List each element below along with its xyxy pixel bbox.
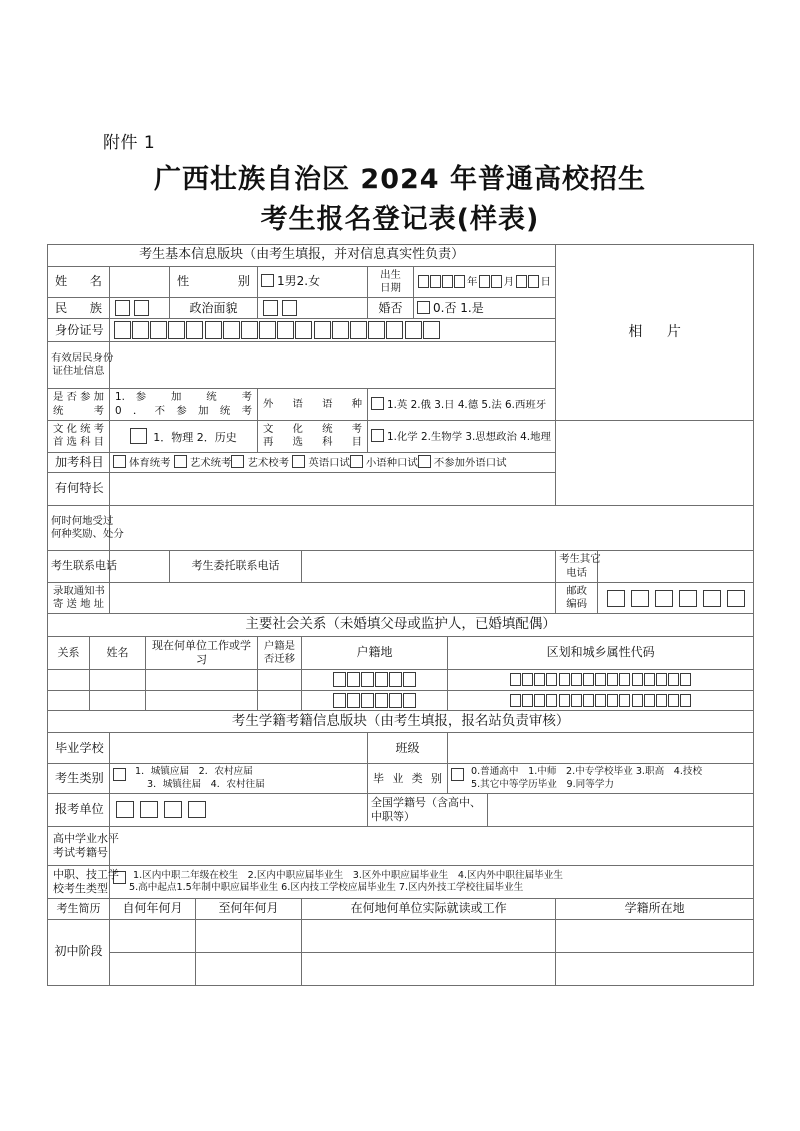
household-box[interactable] bbox=[361, 693, 374, 708]
region-code-box[interactable] bbox=[607, 673, 618, 686]
region-code-field[interactable] bbox=[448, 690, 754, 711]
birth-date-field[interactable] bbox=[414, 266, 556, 298]
household-box[interactable] bbox=[333, 672, 346, 687]
relations-col-work: 现在何单位工作或学习 bbox=[146, 636, 258, 669]
id-box[interactable] bbox=[314, 321, 331, 339]
postcode-box[interactable] bbox=[607, 590, 625, 607]
household-box[interactable] bbox=[389, 693, 402, 708]
foreign-lang-label: 外语语种 bbox=[263, 398, 362, 411]
region-code-field[interactable] bbox=[448, 669, 754, 690]
extra-exam-field[interactable] bbox=[110, 452, 556, 473]
phone-row bbox=[48, 551, 754, 583]
apply-unit-box[interactable] bbox=[140, 801, 158, 818]
relations-col-move: 户籍是 否迁移 bbox=[258, 636, 302, 669]
region-code-box[interactable] bbox=[644, 694, 655, 707]
resume-col-location: 学籍所在地 bbox=[556, 899, 754, 919]
region-code-box[interactable] bbox=[571, 694, 582, 707]
region-code-box[interactable] bbox=[571, 673, 582, 686]
birth-day-box[interactable] bbox=[516, 275, 527, 288]
political-box[interactable] bbox=[282, 300, 297, 316]
gender-checkbox[interactable] bbox=[261, 274, 274, 287]
second-subject-options: 1.化学 2.生物学 3.思想政治 4.地理 bbox=[387, 430, 551, 443]
candidate-type-label: 考生类别 bbox=[55, 770, 104, 785]
candidate-type-line1: 1．城镇应届 2．农村应届 bbox=[135, 766, 253, 778]
apply-unit-box[interactable] bbox=[188, 801, 206, 818]
household-box[interactable] bbox=[403, 693, 416, 708]
extra-exam-option: 体育统考 bbox=[129, 456, 171, 469]
region-code-box[interactable] bbox=[668, 694, 679, 707]
other-phone-input[interactable] bbox=[598, 551, 754, 583]
vocational-type-row bbox=[48, 866, 754, 899]
region-code-box[interactable] bbox=[595, 673, 606, 686]
mail-address-row bbox=[48, 582, 754, 614]
class-label: 班级 bbox=[368, 733, 448, 764]
relations-col-relation: 关系 bbox=[48, 636, 90, 669]
gender-field[interactable] bbox=[258, 266, 368, 298]
region-code-box[interactable] bbox=[522, 694, 533, 707]
photo-placeholder: 相 片 bbox=[556, 245, 754, 421]
school-section-header: 考生学籍考籍信息版块（由考生填报，报名站负责审核） bbox=[48, 711, 754, 733]
region-code-box[interactable] bbox=[668, 673, 679, 686]
political-label: 政治面貌 bbox=[170, 298, 258, 319]
first-subject-options: 1．物理 2．历史 bbox=[153, 430, 237, 444]
relations-section-header: 主要社会关系（未婚填父母或监护人，已婚填配偶） bbox=[48, 614, 754, 636]
id-box[interactable] bbox=[295, 321, 312, 339]
marital-checkbox[interactable] bbox=[417, 301, 430, 314]
relations-data-row bbox=[48, 669, 754, 690]
specialty-label: 有何特长 bbox=[55, 481, 104, 496]
title-line-2: 考生报名登记表(样表) bbox=[260, 204, 540, 235]
resume-from-input[interactable] bbox=[110, 952, 196, 985]
registration-table bbox=[47, 244, 754, 986]
ethnicity-field[interactable] bbox=[110, 298, 170, 319]
birth-year-box[interactable] bbox=[418, 275, 429, 288]
relation-work-input[interactable] bbox=[146, 690, 258, 711]
region-code-box[interactable] bbox=[559, 673, 570, 686]
vocational-type-label: 中职、技工学 校考生类型 bbox=[48, 866, 110, 899]
gender-label: 性别 bbox=[177, 274, 250, 289]
phone-label: 考生联系电话 bbox=[48, 551, 110, 583]
national-id-label: 全国学籍号（含高中、中职等） bbox=[368, 793, 488, 826]
relations-column-header-row bbox=[48, 636, 754, 669]
relations-header-row bbox=[48, 614, 754, 636]
resume-location-input[interactable] bbox=[556, 952, 754, 985]
grad-type-line1: 0.普通高中 1.中师 2.中专学校毕业 3.职高 4.技校 bbox=[471, 766, 703, 778]
extra-exam-option: 艺术校考 bbox=[247, 456, 289, 469]
basic-section-header: 考生基本信息版块（由考生填报，并对信息真实性负责） bbox=[48, 245, 556, 267]
page-title bbox=[0, 160, 800, 240]
grad-type-checkbox[interactable] bbox=[451, 768, 464, 781]
region-code-box[interactable] bbox=[583, 694, 594, 707]
title-line-1: 广西壮族自治区 2024 年普通高校招生 bbox=[154, 164, 646, 195]
vocational-type-line1: 1.区内中职二年级在校生 2.区内中职应届毕业生 3.区外中职应届毕业生 4.区内外中职往届毕业生 bbox=[133, 869, 563, 881]
foreign-lang-field[interactable] bbox=[368, 389, 556, 421]
region-code-box[interactable] bbox=[546, 694, 557, 707]
grad-type-field[interactable] bbox=[448, 764, 754, 794]
second-subject-label-line1: 文化统考 bbox=[263, 422, 362, 435]
extra-exam-checkbox[interactable] bbox=[174, 455, 187, 468]
postcode-box[interactable] bbox=[727, 590, 745, 607]
ethnicity-box[interactable] bbox=[115, 300, 130, 316]
apply-unit-field[interactable] bbox=[110, 793, 368, 826]
region-code-box[interactable] bbox=[656, 694, 667, 707]
relation-move-input[interactable] bbox=[258, 690, 302, 711]
gender-options: 1男2.女 bbox=[277, 274, 321, 289]
resume-location-input[interactable] bbox=[556, 919, 754, 952]
id-box[interactable] bbox=[332, 321, 349, 339]
id-box[interactable] bbox=[132, 321, 149, 339]
mail-address-label: 录取通知书 寄送地址 bbox=[48, 582, 110, 614]
household-box[interactable] bbox=[347, 672, 360, 687]
relation-move-input[interactable] bbox=[258, 669, 302, 690]
birth-label: 出生 日期 bbox=[368, 266, 414, 298]
relations-col-name: 姓名 bbox=[90, 636, 146, 669]
second-subject-checkbox[interactable] bbox=[371, 429, 384, 442]
id-box[interactable] bbox=[386, 321, 403, 339]
region-code-box[interactable] bbox=[522, 673, 533, 686]
apply-unit-label: 报考单位 bbox=[55, 802, 104, 817]
birth-year-box[interactable] bbox=[430, 275, 441, 288]
postcode-box[interactable] bbox=[679, 590, 697, 607]
foreign-lang-options: 1.英 2.俄 3.日 4.德 5.法 6.西班牙 bbox=[387, 399, 547, 412]
region-code-box[interactable] bbox=[534, 673, 545, 686]
resume-label: 考生简历 bbox=[48, 899, 110, 919]
extra-exam-option: 小语种口试 bbox=[365, 456, 418, 469]
region-code-box[interactable] bbox=[619, 673, 630, 686]
academic-exam-label: 高中学业水平 考试考籍号 bbox=[48, 827, 110, 866]
region-code-box[interactable] bbox=[583, 673, 594, 686]
region-code-box[interactable] bbox=[644, 673, 655, 686]
apply-unit-box[interactable] bbox=[164, 801, 182, 818]
marital-options: 0.否 1.是 bbox=[433, 300, 484, 315]
candidate-type-checkbox[interactable] bbox=[113, 768, 126, 781]
region-code-box[interactable] bbox=[607, 694, 618, 707]
apply-unit-box[interactable] bbox=[116, 801, 134, 818]
name-input[interactable] bbox=[110, 266, 170, 298]
resume-col-place: 在何地何单位实际就读或工作 bbox=[302, 899, 556, 919]
marital-label: 婚否 bbox=[368, 298, 414, 319]
id-box[interactable] bbox=[223, 321, 240, 339]
national-id-input[interactable] bbox=[488, 793, 754, 826]
resume-header-row bbox=[48, 899, 754, 919]
id-box[interactable] bbox=[114, 321, 131, 339]
first-subject-row: 文化统考 首选科目 1．物理 2．历史 文化统考 再选科目 1.化学 2.生物学 3.思想政治 4.地理 bbox=[48, 420, 754, 452]
id-number-field[interactable] bbox=[110, 319, 556, 342]
phone-input[interactable] bbox=[110, 551, 170, 583]
resume-place-input[interactable] bbox=[302, 919, 556, 952]
award-row bbox=[48, 506, 754, 551]
region-code-box[interactable] bbox=[510, 694, 521, 707]
join-exam-options[interactable]: 1.参 加 统 考 0．不参加统考 bbox=[110, 389, 258, 421]
resume-data-row bbox=[48, 919, 754, 952]
foreign-lang-checkbox[interactable] bbox=[371, 397, 384, 410]
region-code-box[interactable] bbox=[680, 673, 691, 686]
postcode-box[interactable] bbox=[631, 590, 649, 607]
grad-school-input[interactable] bbox=[110, 733, 368, 764]
region-code-box[interactable] bbox=[595, 694, 606, 707]
region-code-box[interactable] bbox=[656, 673, 667, 686]
extra-exam-checkbox[interactable] bbox=[350, 455, 363, 468]
entrust-phone-label: 考生委托联系电话 bbox=[170, 551, 302, 583]
id-box[interactable] bbox=[368, 321, 385, 339]
other-phone-label: 考生其它 电话 bbox=[556, 551, 598, 583]
extra-exam-option: 英语口试 bbox=[308, 456, 350, 469]
entrust-phone-input[interactable] bbox=[302, 551, 556, 583]
marital-field[interactable] bbox=[414, 298, 556, 319]
relations-col-household: 户籍地 bbox=[302, 636, 448, 669]
id-box[interactable] bbox=[259, 321, 276, 339]
birth-month-unit: 月 bbox=[503, 276, 515, 289]
grad-school-row bbox=[48, 733, 754, 764]
vocational-type-line2: 5.高中起点1.5年制中职应届毕业生 6.区内技工学校应届毕业生 7.区内外技工学校往届毕业生 bbox=[129, 882, 524, 894]
relations-data-row bbox=[48, 690, 754, 711]
id-box[interactable] bbox=[241, 321, 258, 339]
resume-place-input[interactable] bbox=[302, 952, 556, 985]
resume-to-input[interactable] bbox=[196, 919, 302, 952]
school-header-row bbox=[48, 711, 754, 733]
birth-year-unit: 年 bbox=[466, 276, 478, 289]
address-label: 有效居民身份 证住址信息 bbox=[48, 342, 110, 389]
region-code-box[interactable] bbox=[632, 673, 643, 686]
id-box[interactable] bbox=[150, 321, 167, 339]
birth-year-box[interactable] bbox=[454, 275, 465, 288]
household-box[interactable] bbox=[347, 693, 360, 708]
region-code-box[interactable] bbox=[510, 673, 521, 686]
name-label: 姓名 bbox=[55, 274, 102, 289]
household-field[interactable] bbox=[302, 690, 448, 711]
extra-exam-checkbox[interactable] bbox=[418, 455, 431, 468]
join-exam-label-line1: 是否参加 bbox=[53, 391, 104, 404]
resume-col-to: 至何年何月 bbox=[196, 899, 302, 919]
region-code-box[interactable] bbox=[534, 694, 545, 707]
resume-col-from: 自何年何月 bbox=[110, 899, 196, 919]
class-input[interactable] bbox=[448, 733, 754, 764]
first-subject-checkbox[interactable] bbox=[130, 428, 147, 444]
ethnicity-label: 民族 bbox=[55, 300, 102, 315]
id-box[interactable] bbox=[277, 321, 294, 339]
grad-school-label: 毕业学校 bbox=[55, 740, 104, 755]
relations-col-code: 区划和城乡属性代码 bbox=[448, 636, 754, 669]
household-box[interactable] bbox=[389, 672, 402, 687]
id-box[interactable] bbox=[423, 321, 440, 339]
extra-exam-option: 艺术统考 bbox=[189, 456, 232, 469]
id-label: 身份证号 bbox=[55, 322, 104, 337]
candidate-type-field[interactable] bbox=[110, 764, 368, 794]
candidate-type-row bbox=[48, 764, 754, 794]
first-subject-field[interactable] bbox=[110, 420, 258, 452]
birth-month-box[interactable] bbox=[479, 275, 490, 288]
id-box[interactable] bbox=[205, 321, 222, 339]
extra-exam-label: 加考科目 bbox=[55, 454, 104, 469]
relation-name-input[interactable] bbox=[90, 690, 146, 711]
birth-day-unit: 日 bbox=[540, 276, 551, 289]
household-box[interactable] bbox=[361, 672, 374, 687]
specialty-input[interactable] bbox=[110, 473, 556, 506]
relation-name-input[interactable] bbox=[90, 669, 146, 690]
resume-to-input[interactable] bbox=[196, 952, 302, 985]
id-box[interactable] bbox=[186, 321, 203, 339]
ethnicity-box[interactable] bbox=[134, 300, 149, 316]
academic-exam-input[interactable] bbox=[110, 827, 754, 866]
postcode-field[interactable] bbox=[598, 582, 754, 614]
first-subject-label-line1: 文化统考 bbox=[53, 422, 104, 435]
second-subject-field[interactable] bbox=[368, 420, 556, 452]
region-code-box[interactable] bbox=[559, 694, 570, 707]
join-exam-row: 是否参加 统 考 1.参 加 统 考 0．不参加统考 外语语种 1.英 2.俄 3.日 4.德 5.法 6.西班牙 bbox=[48, 389, 754, 421]
id-box[interactable] bbox=[168, 321, 185, 339]
resume-from-input[interactable] bbox=[110, 919, 196, 952]
birth-month-box[interactable] bbox=[491, 275, 502, 288]
extra-exam-checkbox[interactable] bbox=[231, 455, 244, 468]
region-code-box[interactable] bbox=[680, 694, 691, 707]
award-input[interactable] bbox=[110, 506, 754, 551]
address-input[interactable] bbox=[110, 342, 556, 389]
postcode-label: 邮政 编码 bbox=[556, 582, 598, 614]
household-box[interactable] bbox=[333, 693, 346, 708]
birth-year-box[interactable] bbox=[442, 275, 453, 288]
photo-filler bbox=[556, 420, 754, 505]
household-box[interactable] bbox=[375, 693, 388, 708]
region-code-box[interactable] bbox=[632, 694, 643, 707]
grad-type-line2: 5.其它中等学历毕业 9.同等学力 bbox=[471, 778, 615, 790]
candidate-type-line2: 3．城镇往届 4．农村往届 bbox=[147, 778, 265, 790]
household-field[interactable] bbox=[302, 669, 448, 690]
basic-section-header-row bbox=[48, 245, 754, 267]
attachment-label: 附件 1 bbox=[103, 133, 156, 153]
stage-label: 初中阶段 bbox=[48, 919, 110, 985]
academic-exam-row bbox=[48, 827, 754, 866]
extra-exam-checkbox[interactable] bbox=[292, 455, 305, 468]
household-box[interactable] bbox=[403, 672, 416, 687]
political-box[interactable] bbox=[263, 300, 278, 316]
id-box[interactable] bbox=[405, 321, 422, 339]
region-code-box[interactable] bbox=[546, 673, 557, 686]
award-label: 何时何地受过 何种奖励、处分 bbox=[48, 506, 110, 551]
resume-data-row bbox=[48, 952, 754, 985]
grad-type-label: 毕业类别 bbox=[373, 771, 442, 785]
birth-day-box[interactable] bbox=[528, 275, 539, 288]
apply-unit-row bbox=[48, 793, 754, 826]
postcode-box[interactable] bbox=[703, 590, 721, 607]
political-field[interactable] bbox=[258, 298, 368, 319]
postcode-box[interactable] bbox=[655, 590, 673, 607]
relation-input[interactable] bbox=[48, 690, 90, 711]
relation-work-input[interactable] bbox=[146, 669, 258, 690]
mail-address-input[interactable] bbox=[110, 582, 556, 614]
extra-exam-checkbox[interactable] bbox=[113, 455, 126, 468]
vocational-type-field[interactable] bbox=[110, 866, 754, 899]
id-box[interactable] bbox=[350, 321, 367, 339]
household-box[interactable] bbox=[375, 672, 388, 687]
extra-exam-option: 不参加外语口试 bbox=[433, 456, 507, 469]
relation-input[interactable] bbox=[48, 669, 90, 690]
region-code-box[interactable] bbox=[619, 694, 630, 707]
